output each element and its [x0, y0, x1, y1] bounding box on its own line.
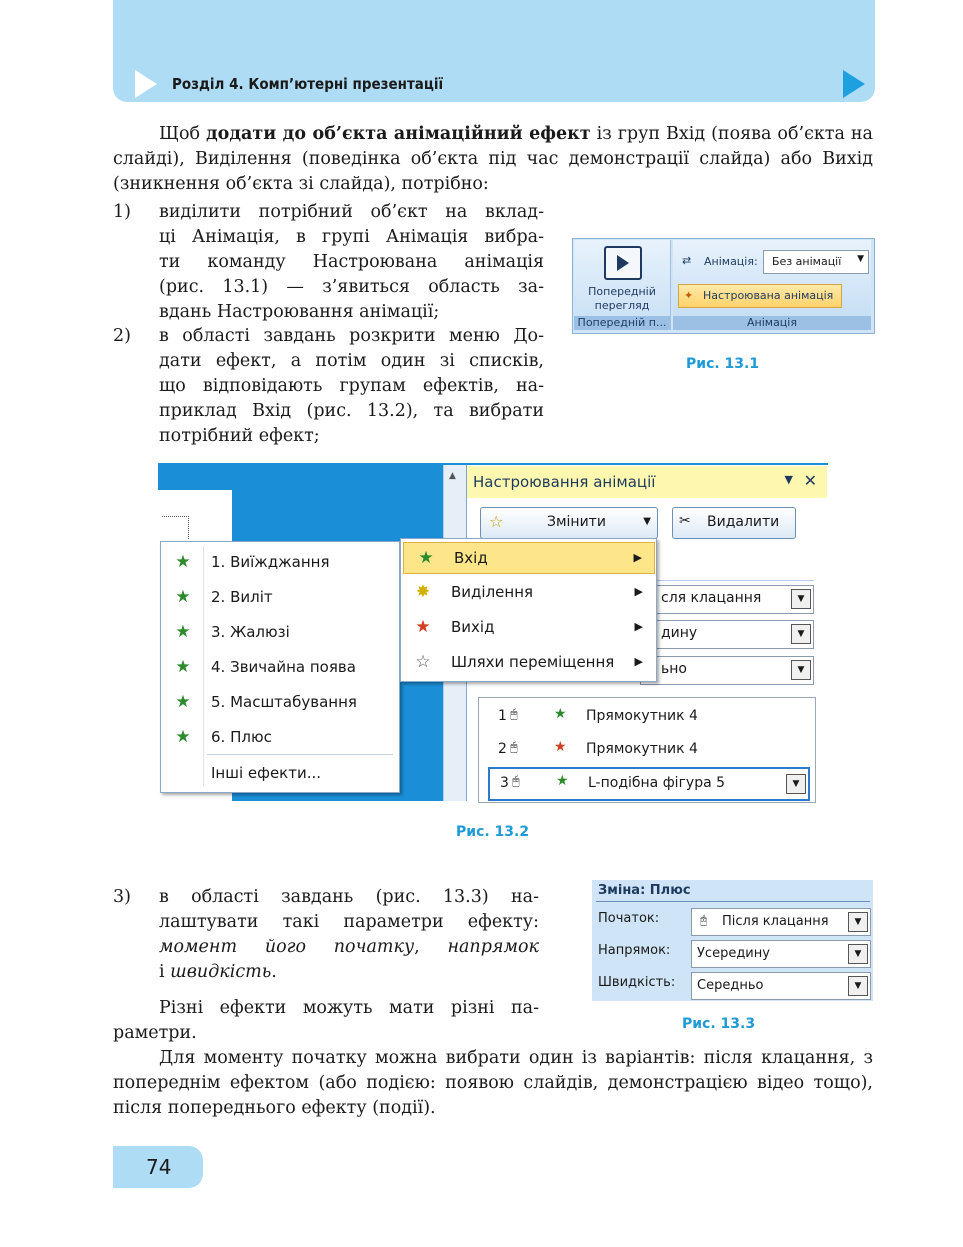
step-1-line: виділити потрібний об’єкт на вклад- [159, 202, 544, 222]
section-title: Розділ 4. Комп’ютерні презентації [172, 75, 444, 93]
menu-item-entrance[interactable] [403, 542, 655, 574]
menu-item-label: 5. Масштабування [211, 693, 357, 711]
close-icon[interactable]: ✕ [803, 471, 817, 490]
chevron-down-icon: ▼ [643, 516, 651, 527]
direction-label: Напрямок: [598, 943, 671, 958]
list-item-name: Прямокутник 4 [586, 708, 698, 724]
start-label: Початок: [598, 911, 660, 926]
start-select-value: Після клацання [722, 914, 829, 929]
step-3-line: лаштувати такі параметри ефекту: [159, 912, 539, 932]
add-effect-menu [400, 538, 657, 682]
chevron-down-icon: ▼ [791, 624, 811, 644]
page-number-tab [113, 1146, 203, 1188]
entrance-effects-menu [160, 541, 400, 793]
group-footer-preview: Попередній п... [574, 316, 670, 330]
header-triangle-right-icon [843, 70, 865, 98]
effect-star-icon: ★ [175, 727, 191, 747]
animation-label: Анімація: [704, 255, 758, 268]
direction-select[interactable] [691, 940, 871, 968]
settings-panel-title: Зміна: Плюс [598, 883, 691, 898]
custom-animation-label: Настроювана анімація [703, 289, 834, 302]
step-2-line: приклад Вхід (рис. 13.2), та вибрати [159, 401, 544, 421]
list-item-number: 3 [500, 775, 509, 791]
menu-item-label: Вхід [454, 549, 488, 567]
mouse-click-icon: 🖰 [512, 774, 520, 789]
menu-item-blinds[interactable] [161, 617, 397, 647]
list-item-number: 1 [498, 708, 507, 724]
list-item-selected[interactable] [488, 767, 810, 801]
entrance-star-icon: ★ [554, 706, 567, 722]
preview-button[interactable] [574, 285, 670, 313]
menu-item-label: 1. Виїжджання [211, 553, 330, 571]
chevron-down-icon: ▼ [848, 944, 868, 964]
mouse-click-icon: 🖰 [510, 740, 518, 755]
paragraph-line: раметри. [113, 1023, 197, 1043]
entrance-star-icon: ★ [556, 773, 569, 789]
chevron-down-icon: ▼ [791, 589, 811, 609]
direction-combo-value: дину [661, 625, 698, 641]
param-dot: . [271, 962, 277, 982]
chevron-right-icon: ▶ [634, 655, 643, 668]
speed-label: Швидкість: [598, 975, 676, 990]
menu-item-label: Шляхи переміщення [451, 653, 615, 671]
pane-title: Настроювання анімації [473, 473, 656, 491]
intro-post: із груп Вхід (поява об’єкта на слайді), Виділення (поведінка об’єкта під час демонстрації слайда) або Вихід (зникнення об’єкта зі слайда), потрібно: [113, 124, 873, 194]
emphasis-star-icon: ✸ [415, 582, 431, 602]
menu-item-plus[interactable] [161, 722, 397, 752]
chevron-down-icon: ▼ [857, 254, 864, 264]
list-item-number: 2 [498, 741, 507, 757]
list-item-name: Прямокутник 4 [586, 741, 698, 757]
slide-placeholder [162, 516, 189, 539]
mouse-click-icon: 🖰 [700, 913, 708, 927]
custom-animation-icon: ✦ [684, 289, 694, 302]
menu-item-fly-in[interactable] [161, 547, 397, 577]
param-start: момент його початку [159, 937, 415, 957]
intro-paragraph [113, 122, 873, 197]
page-number: 74 [146, 1155, 172, 1179]
menu-item-fly[interactable] [161, 582, 397, 612]
mouse-click-icon: 🖰 [510, 707, 518, 722]
menu-item-label: 2. Виліт [211, 588, 273, 606]
param-and: і [159, 962, 171, 982]
direction-select-value: Усередину [697, 946, 770, 961]
menu-item-appear[interactable] [161, 652, 397, 682]
speed-select[interactable] [691, 972, 871, 1000]
paragraph-line: Різні ефекти можуть мати різні па- [159, 998, 539, 1018]
figure-13-1-caption: Рис. 13.1 [686, 356, 760, 372]
intro-bold: додати до об’єкта анімаційний ефект [206, 124, 591, 144]
param-speed: швидкість [170, 962, 272, 982]
group-footer-animation: Анімація [673, 316, 871, 330]
figure-13-3-caption: Рис. 13.3 [682, 1016, 756, 1032]
chevron-right-icon: ▶ [634, 620, 643, 633]
pane-title-bar [467, 466, 827, 498]
menu-item-label: 6. Плюс [211, 728, 272, 746]
step-1-line: вдань Настроювання анімації; [159, 302, 440, 322]
different-params-paragraph [113, 996, 539, 1046]
menu-item-label: 4. Звичайна поява [211, 658, 356, 676]
effect-star-icon: ★ [175, 692, 191, 712]
figure-13-2-caption: Рис. 13.2 [456, 824, 530, 840]
start-moment-paragraph: Для моменту початку можна вибрати один із варіантів: після клацання, з попереднім ефектом (або подією: появою слайдів, демонстрацією відео тощо), після попереднього ефекту (події). [113, 1048, 873, 1118]
scroll-up-icon[interactable]: ▲ [449, 471, 456, 481]
menu-item-label: Інші ефекти... [211, 764, 322, 782]
list-item[interactable] [490, 736, 810, 764]
effect-star-icon: ★ [175, 587, 191, 607]
header-triangle-left-icon [135, 70, 157, 98]
chevron-right-icon: ▶ [634, 585, 643, 598]
animation-select[interactable] [763, 250, 869, 274]
menu-separator [207, 754, 393, 755]
chevron-down-icon: ▼ [848, 976, 868, 996]
step-3-text [159, 885, 539, 985]
param-sep: , [414, 937, 448, 957]
chevron-down-icon: ▼ [791, 660, 811, 680]
start-combo-value: сля клацання [661, 590, 762, 606]
chevron-right-icon: ▶ [633, 551, 642, 564]
settings-title-rule [596, 901, 870, 902]
animation-select-value: Без анімації [772, 255, 842, 268]
step-3-number: 3) [113, 887, 131, 907]
step-2-line: дати ефект, а потім один зі списків, [159, 351, 544, 371]
step-3-line [159, 960, 539, 985]
step-1-text [159, 200, 544, 325]
speed-select-value: Середньо [697, 978, 764, 993]
menu-item-emphasis[interactable] [401, 577, 655, 607]
chevron-down-icon[interactable]: ▼ [786, 774, 806, 794]
list-item[interactable] [490, 703, 810, 731]
change-effect-button[interactable] [480, 507, 658, 539]
direction-combo[interactable] [640, 620, 814, 649]
step-1-line: ці Анімація, в групі Анімація вибра- [159, 227, 544, 247]
step-2-line: потрібний ефект; [159, 426, 320, 446]
speed-combo[interactable] [640, 656, 814, 685]
step-2-text [159, 324, 544, 449]
menu-item-zoom[interactable] [161, 687, 397, 717]
menu-item-label: Виділення [451, 583, 534, 601]
param-direction: напрямок [447, 937, 539, 957]
change-effect-label: Змінити [547, 514, 606, 530]
menu-item-motion-paths[interactable] [401, 647, 655, 677]
start-combo[interactable] [640, 585, 814, 614]
preview-icon[interactable] [604, 246, 642, 280]
start-select[interactable] [691, 908, 871, 936]
effect-star-icon: ★ [175, 657, 191, 677]
step-2-line: що відповідають групам ефектів, на- [159, 376, 544, 396]
chevron-down-icon: ▼ [848, 912, 868, 932]
pane-menu-icon[interactable]: ▼ [784, 473, 793, 486]
star-add-icon: ☆ [489, 512, 504, 531]
exit-star-icon: ★ [415, 617, 431, 637]
step-3-line: в області завдань (рис. 13.3) на- [159, 887, 539, 907]
delete-effect-label: Видалити [707, 514, 780, 530]
step-3-line [159, 935, 539, 960]
step-1-line: ти команду Настроювана анімація [159, 252, 544, 272]
menu-item-label: Вихід [451, 618, 495, 636]
custom-animation-button[interactable] [678, 284, 842, 308]
animation-group-icon: ⇄ [682, 254, 692, 267]
entrance-star-icon: ★ [418, 548, 434, 568]
preview-label-line: Попередній [588, 285, 656, 298]
preview-label-line: перегляд [594, 299, 650, 312]
list-item-name: L-подібна фігура 5 [588, 775, 726, 791]
delete-effect-button[interactable] [672, 507, 796, 539]
motion-path-star-icon: ☆ [415, 652, 431, 672]
step-1-line: (рис. 13.1) — з’явиться область за- [159, 277, 544, 297]
menu-item-more-effects[interactable] [161, 758, 397, 788]
effect-star-icon: ★ [175, 552, 191, 572]
intro-pre: Щоб [159, 124, 207, 144]
delete-icon: ✂ [679, 513, 691, 529]
menu-item-label: 3. Жалюзі [211, 623, 290, 641]
step-2-number: 2) [113, 326, 131, 346]
speed-combo-value: ьно [661, 661, 687, 677]
menu-item-exit[interactable] [401, 612, 655, 642]
exit-star-icon: ★ [554, 739, 567, 755]
effect-star-icon: ★ [175, 622, 191, 642]
step-1-number: 1) [113, 202, 131, 222]
step-2-line: в області завдань розкрити меню До- [159, 326, 544, 346]
